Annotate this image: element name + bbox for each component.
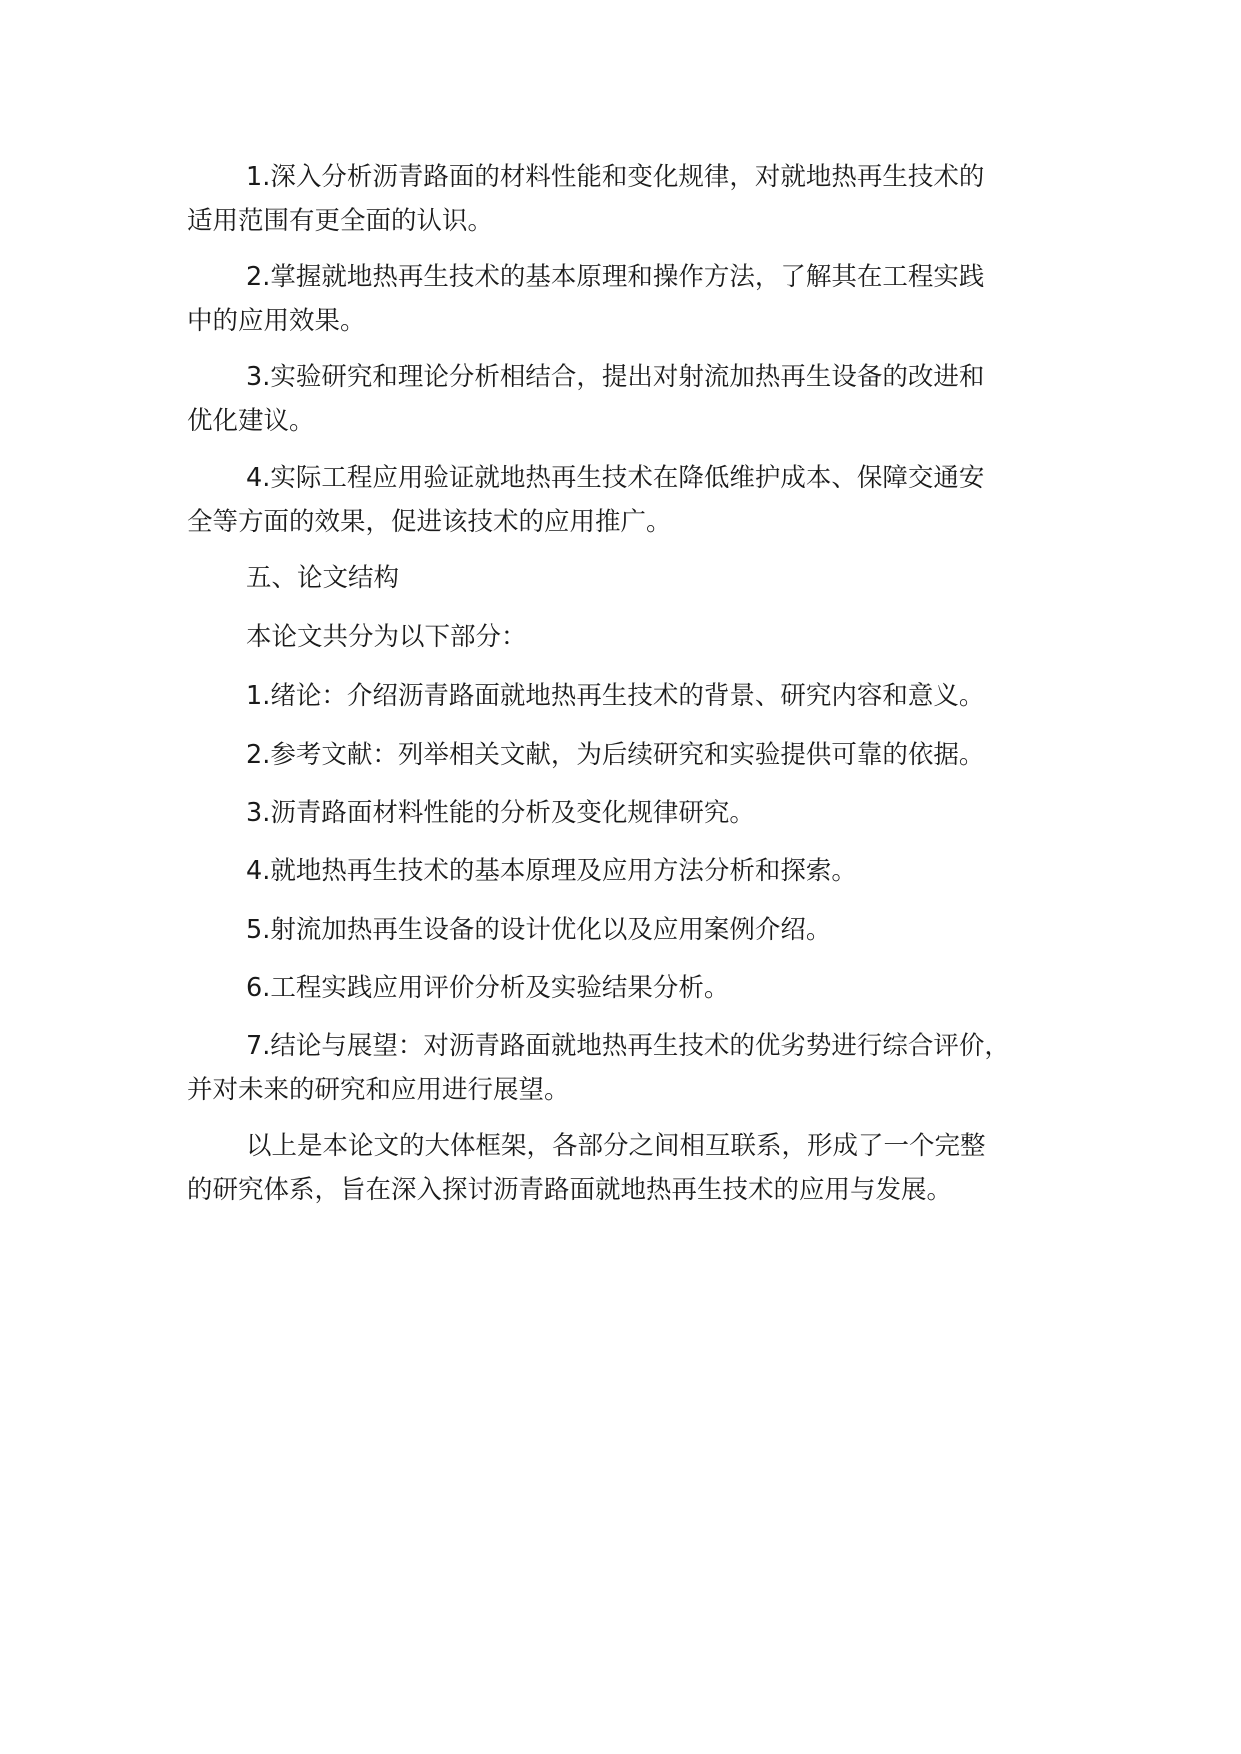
text-line: 中的应用效果。 xyxy=(187,306,366,336)
list-item xyxy=(187,674,1087,718)
text-line: 5.射流加热再生设备的设计优化以及应用案例介绍。 xyxy=(246,915,832,945)
text-line: 并对未来的研究和应用进行展望。 xyxy=(187,1075,570,1105)
paragraph xyxy=(187,255,1087,343)
text-line: 4.实际工程应用验证就地热再生技术在降低维护成本、保障交通安 xyxy=(246,463,985,493)
text-line: 7.结论与展望：对沥青路面就地热再生技术的优劣势进行综合评价， xyxy=(246,1031,1010,1061)
text-line: 3.实验研究和理论分析相结合，提出对射流加热再生设备的改进和 xyxy=(246,362,985,392)
paragraph xyxy=(187,1124,1087,1212)
paragraph xyxy=(187,155,1087,243)
text-line: 1.深入分析沥青路面的材料性能和变化规律，对就地热再生技术的 xyxy=(246,162,985,192)
text-line: 3.沥青路面材料性能的分析及变化规律研究。 xyxy=(246,798,755,828)
text-line: 本论文共分为以下部分： xyxy=(246,622,527,652)
paragraph xyxy=(187,456,1087,544)
list-item xyxy=(187,733,1087,777)
paragraph xyxy=(187,615,1087,659)
text-line: 优化建议。 xyxy=(187,406,315,436)
section-heading xyxy=(187,556,1087,600)
text-line: 以上是本论文的大体框架，各部分之间相互联系，形成了一个完整 xyxy=(246,1131,986,1161)
list-item xyxy=(187,1024,1087,1112)
text-line: 适用范围有更全面的认识。 xyxy=(187,206,494,236)
text-line: 2.掌握就地热再生技术的基本原理和操作方法，了解其在工程实践 xyxy=(246,262,985,292)
list-item xyxy=(187,849,1087,893)
text-line: 五、论文结构 xyxy=(246,563,400,593)
paragraph xyxy=(187,355,1087,443)
text-line: 2.参考文献：列举相关文献，为后续研究和实验提供可靠的依据。 xyxy=(246,740,985,770)
list-item xyxy=(187,966,1087,1010)
text-line: 4.就地热再生技术的基本原理及应用方法分析和探索。 xyxy=(246,856,857,886)
text-line: 全等方面的效果，促进该技术的应用推广。 xyxy=(187,507,672,537)
text-line: 的研究体系，旨在深入探讨沥青路面就地热再生技术的应用与发展。 xyxy=(187,1175,953,1205)
text-line: 6.工程实践应用评价分析及实验结果分析。 xyxy=(246,973,730,1003)
list-item xyxy=(187,908,1087,952)
text-line: 1.绪论：介绍沥青路面就地热再生技术的背景、研究内容和意义。 xyxy=(246,681,985,711)
list-item xyxy=(187,791,1087,835)
